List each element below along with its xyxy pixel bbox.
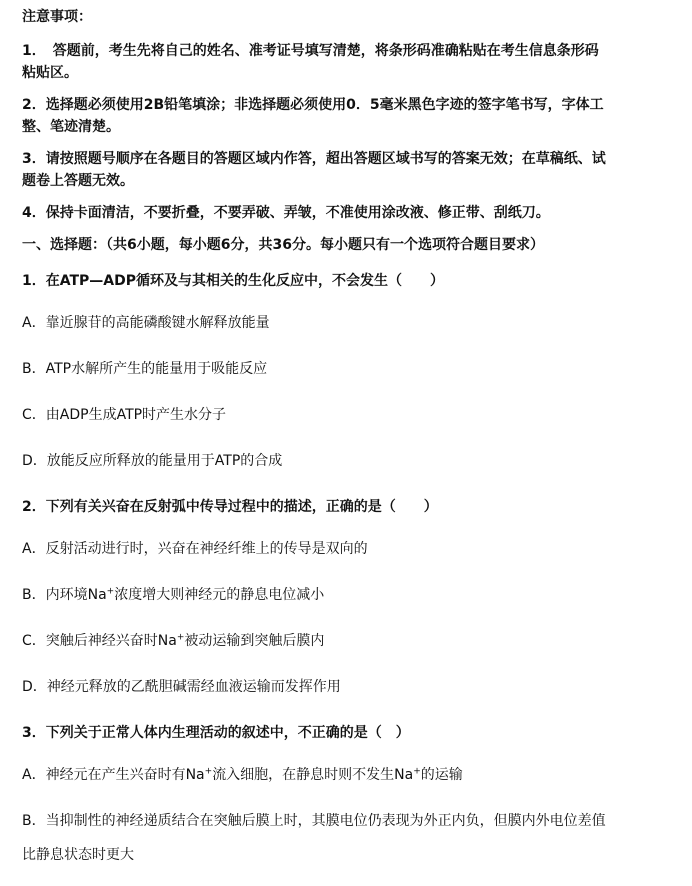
- question-3-option-b: [22, 810, 664, 866]
- question-3-option-b-line-1: B．当抑制性的神经递质结合在突触后膜上时，其膜电位仍表现为外正内负，但膜内外电位差值: [22, 813, 606, 829]
- question-3-option-a-text-pre: A．神经元在产生兴奋时有Na: [22, 767, 205, 783]
- question-2-option-d: D．神经元释放的乙酰胆碱需经血液运输而发挥作用: [22, 679, 341, 695]
- notice-item-2-line-1: 2．选择题必须使用2B铅笔填涂；非选择题必须使用0．5毫米黑色字迹的签字笔书写，字体工: [22, 97, 604, 113]
- question-1-option-a: A．靠近腺苷的高能磷酸键水解释放能量: [22, 315, 270, 331]
- notice-item-4: [22, 202, 664, 224]
- exam-page: [0, 6, 692, 886]
- question-3-option-b-line-2: 比静息状态时更大: [22, 847, 134, 863]
- question-3-option-a-text-mid: 流入细胞，在静息时则不发生Na: [212, 767, 414, 783]
- notice-title: 注意事项：: [22, 9, 92, 25]
- question-1-stem: 1．在ATP—ADP循环及与其相关的生化反应中，不会发生（ ）: [22, 273, 445, 289]
- question-2-stem: 2．下列有关兴奋在反射弧中传导过程中的描述，正确的是（ ）: [22, 499, 438, 515]
- question-2-option-a: A．反射活动进行时，兴奋在神经纤维上的传导是双向的: [22, 541, 368, 557]
- notice-item-2: [22, 94, 664, 138]
- question-3-stem: 3．下列关于正常人体内生理活动的叙述中，不正确的是（ ）: [22, 725, 410, 741]
- notice-item-4-line-1: 4．保持卡面清洁，不要折叠，不要弄破、弄皱，不准使用涂改液、修正带、刮纸刀。: [22, 205, 550, 221]
- notice-item-3-line-2: 题卷上答题无效。: [22, 173, 134, 189]
- question-3-option-a: [22, 764, 664, 786]
- notice-item-1-line-1: 1． 答题前，考生先将自己的姓名、准考证号填写清楚，将条形码准确粘贴在考生信息条形码: [22, 43, 599, 59]
- question-2-option-c: [22, 630, 664, 652]
- notice-item-1-line-2: 粘贴区。: [22, 65, 78, 81]
- question-2-option-c-superscript: +: [176, 632, 185, 643]
- question-2-option-b-text-pre: B．内环境Na: [22, 587, 107, 603]
- question-3-option-a-superscript-1: +: [204, 766, 213, 777]
- section-title: 一、选择题：（共6小题，每小题6分，共36分。每小题只有一个选项符合题目要求）: [22, 237, 544, 253]
- question-2-option-b-superscript: +: [106, 586, 115, 597]
- question-3-option-a-superscript-2: +: [413, 766, 421, 777]
- question-2-option-b-text-post: 浓度增大则神经元的静息电位减小: [114, 587, 325, 603]
- question-2-option-c-text-pre: C．突触后神经兴奋时Na: [22, 633, 177, 649]
- notice-item-3: [22, 148, 664, 192]
- question-1-option-d: D．放能反应所释放的能量用于ATP的合成: [22, 453, 283, 469]
- question-1-option-c: C．由ADP生成ATP时产生水分子: [22, 407, 227, 423]
- notice-item-3-line-1: 3．请按照题号顺序在各题目的答题区域内作答，超出答题区域书写的答案无效；在草稿纸、试: [22, 151, 606, 167]
- notice-item-1: [22, 40, 664, 84]
- question-1-option-b: B．ATP水解所产生的能量用于吸能反应: [22, 361, 268, 377]
- question-2-option-b: [22, 584, 664, 606]
- question-3-option-a-text-post: 的运输: [420, 767, 463, 783]
- notice-item-2-line-2: 整、笔迹清楚。: [22, 119, 120, 135]
- question-2-option-c-text-post: 被动运输到突触后膜内: [184, 633, 325, 649]
